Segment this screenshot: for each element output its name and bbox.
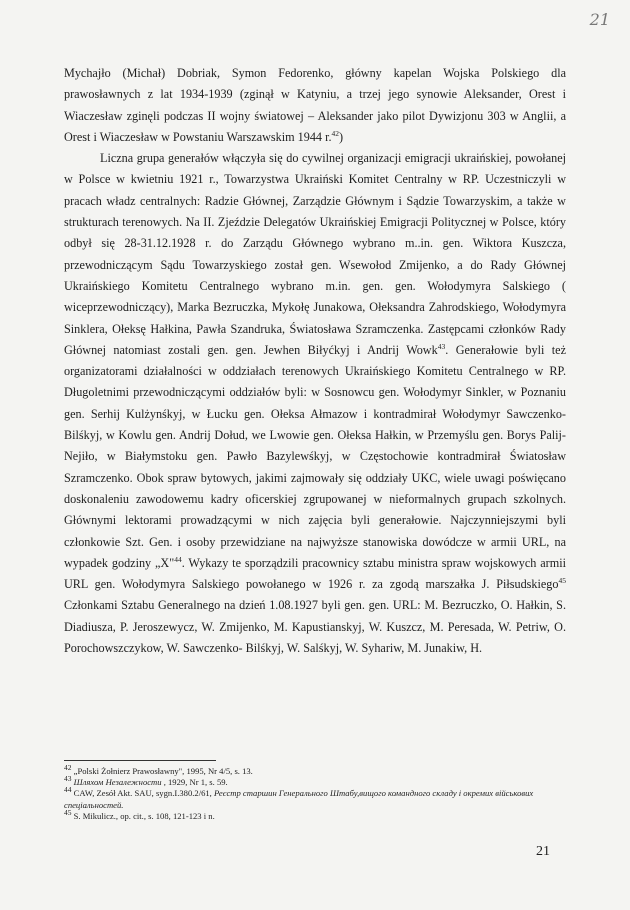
footnote — [64, 774, 564, 788]
footnote-number: 42 — [64, 763, 72, 773]
italic-text: Реєстр старшин Генерального Штабу,вищого командного складу і окремих військових спеціальностей. — [64, 788, 534, 810]
footnote-ref: 44 — [174, 554, 182, 564]
text-run: ) — [339, 129, 344, 144]
footnote — [64, 807, 564, 822]
footnote — [64, 763, 564, 777]
text-run: CAW, Zesół Akt. SAU, sygn.I.380.2/61, — [71, 788, 214, 799]
text-run: „Polski Żołnierz Prawosławny", 1995, Nr 4/5, s. 13. — [71, 766, 253, 776]
text-run: S. Mikulicz., op. cit., s. 108, 121-123 i n. — [71, 810, 215, 821]
footnote-ref: 43 — [437, 341, 446, 351]
text-run: Mychajło (Michał) Dobriak, Symon Fedorenko, główny kapelan Wojska Polskiego dla prawosławnych z lat 1934-1939 (zginął w Katyniu, a trzej jego synowie Aleksander, Orest i Wiaczesław zginęli podczas II wojny światowej – Aleksander jako pilot Dywizjonu 303 w Anglii, a Orest i Wiaczesław w Powstaniu Warszawskim 1944 r. — [64, 66, 566, 144]
text-run: . Wykazy te sporządzili pracownicy sztabu ministra spraw wojskowych armii URL gen. Wołodymyra Salskiego powołanego w 1926 r. za zgodą marszałka J. Piłsudskiego — [64, 555, 566, 592]
body-text — [64, 63, 566, 659]
footnotes — [64, 763, 564, 822]
footnote — [64, 785, 564, 810]
footnote-divider — [64, 760, 216, 761]
footnote-number: 44 — [64, 785, 72, 795]
italic-text: Шляхом Незалежности — [73, 777, 162, 788]
footnote-ref: 42 — [331, 128, 340, 138]
text-run: Członkami Sztabu Generalnego na dzień 1.08.1927 byli gen. gen. URL: M. Bezruczko, O. Hałkin, S. Diadiusza, P. Jeroszewycz, W. Zmijenko, M. Kapustianskyj, W. Kuszcz, M. Peresada, W. Petriw, O. Porochowszczykow, W. Sawczenko- Bilśkyj, W. Salśkyj, W. Syhariw, M. Junakiw, H. — [64, 598, 566, 656]
handwritten-page-number: 21 — [589, 10, 610, 29]
footnote-number: 43 — [64, 774, 72, 784]
footnote-ref: 45 — [558, 576, 566, 586]
paragraph-1 — [64, 63, 566, 148]
page-number: 21 — [536, 844, 550, 859]
text-run: Liczna grupa generałów włączyła się do cywilnej organizacji emigracji ukraińskiej, powołanej w Polsce w kwietniu 1921 r., Towarzystwa Ukraiński Komitet Centralny w RP. Uczestniczyli w pracach władz centralnych: Radzie Głównej, Zarządzie Głównym i Sądzie Towarzyskim, a także w strukturach terenowych. Na II. Zjeździe Delegatów Ukraińskiej Emigracji Politycznej w Polsce, który odbył się 28-31.12.1928 r. do Zarządu Głównego wybrano m..in. gen. Wiktora Kuszcza, przewodniczącym Sądu Towarzyskiego został gen. Wsewołod Zmijenko, a do Rady Głównej Ukraińskiego Komitetu Centralnego wybrano m.in. gen. gen. Wołodymyra Salskiego ( wiceprzewodniczący), Marka Bezruczka, Mykołę Junakowa, Ołeksandra Zahrodskiego, Wołodymyra Sinklera, Ołeksę Hałkina, Pawła Szandruka, Światosława Szramczenka. Zastępcami członków Rady Głównej natomiast zostali gen. gen. Jewhen Biłyćkyj i Andrij Wowk — [64, 151, 566, 357]
footnote-number: 45 — [64, 807, 72, 817]
paragraph-2 — [64, 148, 566, 659]
text-run: . Generałowie byli też organizatorami działalności w oddziałach terenowych Ukraińskiego Komitetu Centralnego w RP. Długoletnimi przewodniczącymi oddziałów byli: w Sosnowcu gen. Wołodymyr Sinkler, w Poznaniu gen. Serhij Kulżynśkyj, w Łucku gen. Ołeksa Ałmazow i kontradmirał Wołodymyr Sawczenko-Bilśkyj, w Kowlu gen. Andrij Dołud, we Lwowie gen. Ołeksa Hałkin, w Przemyślu gen. Borys Palij-Nejiło, w Białymstoku gen. Pawło Bazylewśkyj, w Częstochowie kontradmirał Światosław Szramczenko. Obok spraw bytowych, jakimi zajmowały się oddziały UKC, wiele uwagi poświęcano doskonaleniu zawodowemu kadry oficerskiej zgrupowanej w nieformalnych grupach szkolnych. Głównymi lektorami prowadzącymi w nich zajęcia byli generałowie. Najczynniejszymi byli członkowie Szt. Gen. i osoby przewidziane na najwyższe stanowiska dowódcze w armii URL, na wypadek godziny „X" — [64, 342, 566, 570]
text-run: , 1929, Nr 1, s. 59. — [161, 777, 228, 788]
